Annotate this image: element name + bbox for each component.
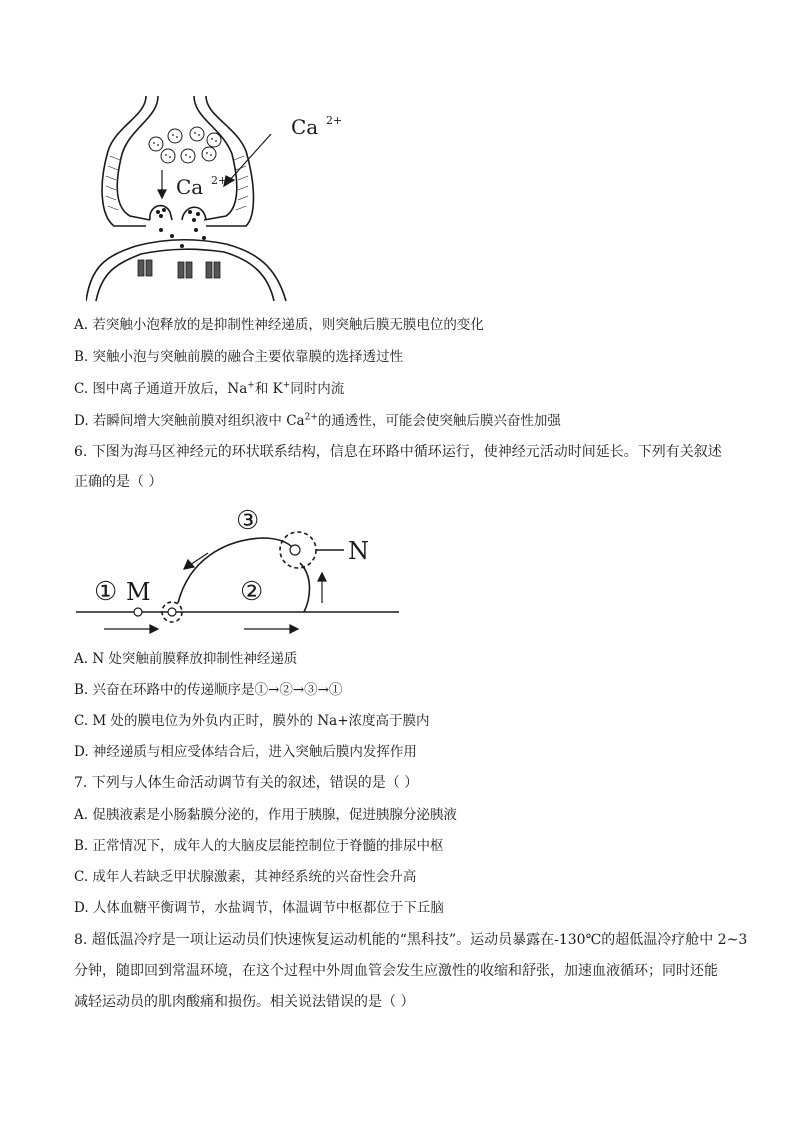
ca-label-inner: Ca xyxy=(176,175,204,199)
q8-stem-line2: 分钟，随即回到常温环境，在这个过程中外周血管会发生应激性的收缩和舒张，加速血液循环；同时还能 xyxy=(74,963,718,979)
q7-option-b: B. 正常情况下，成年人的大脑皮层能控制位于脊髓的排尿中枢 xyxy=(74,838,444,854)
q7-stem: 7. 下列与人体生命活动调节有关的叙述，错误的是（ ） xyxy=(74,775,419,791)
q6-option-c: C. M 处的膜电位为外负内正时，膜外的 Na+浓度高于膜内 xyxy=(74,713,430,729)
q8-stem-line1: 8. 超低温冷疗是一项让运动员们快速恢复运动机能的“黑科技”。运动员暴露在-130℃的超低温冷疗舱中 2~3 xyxy=(74,932,748,948)
loop-label-1: ① xyxy=(94,577,118,607)
q6-stem-line2: 正确的是（ ） xyxy=(74,474,163,490)
q7-option-c: C. 成年人若缺乏甲状腺激素，其神经系统的兴奋性会升高 xyxy=(74,869,417,885)
ca-label-inner-charge: 2+ xyxy=(211,174,228,187)
q8-stem-line3: 减轻运动员的肌肉酸痛和损伤。相关说法错误的是（ ） xyxy=(74,994,415,1010)
q6-stem-line1: 6. 下图为海马区神经元的环状联系结构，信息在环路中循环运行，使神经元活动时间延长。下列有关叙述 xyxy=(74,444,722,460)
point-label-m: M xyxy=(126,578,151,606)
loop-label-2: ② xyxy=(240,577,264,607)
q6-option-d: D. 神经递质与相应受体结合后，进入突触后膜内发挥作用 xyxy=(74,744,417,760)
ca-label-outer: Ca xyxy=(291,115,319,139)
q5-option-d: D. 若瞬间增大突触前膜对组织液中 $Ca^{2+}$的通透性，可能会使突触后膜兴奋性加强 xyxy=(74,412,561,429)
synapse-diagram xyxy=(86,96,346,306)
point-label-n: N xyxy=(348,537,369,565)
loop-label-3: ③ xyxy=(236,506,260,536)
q7-option-d: D. 人体血糖平衡调节，水盐调节，体温调节中枢都位于下丘脑 xyxy=(74,900,444,916)
q7-option-a: A. 促胰液素是小肠黏膜分泌的，作用于胰腺，促进胰腺分泌胰液 xyxy=(74,807,457,823)
q5-option-b: B. 突触小泡与突触前膜的融合主要依靠膜的选择透过性 xyxy=(74,349,404,365)
q5-option-c: C. 图中离子通道开放后，Na+和 K+同时内流 xyxy=(74,380,345,397)
q5-option-a: A. 若突触小泡释放的是抑制性神经递质，则突触后膜无膜电位的变化 xyxy=(74,317,484,333)
ca-label-outer-charge: 2+ xyxy=(326,114,343,127)
neural-loop-diagram xyxy=(74,505,404,640)
q6-option-a: A. N 处突触前膜释放抑制性神经递质 xyxy=(74,651,298,667)
q6-option-b: B. 兴奋在环路中的传递顺序是①→②→③→① xyxy=(74,682,343,698)
